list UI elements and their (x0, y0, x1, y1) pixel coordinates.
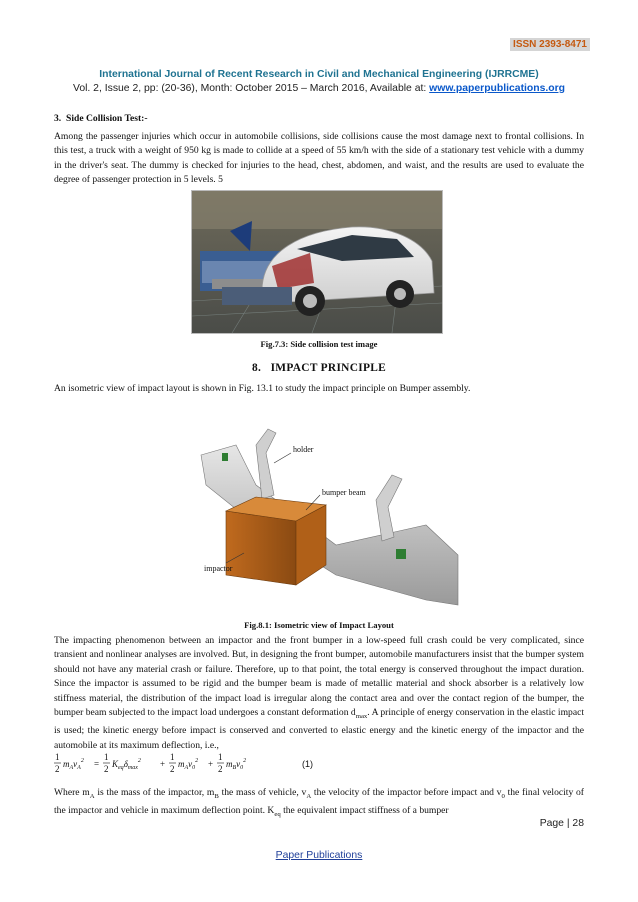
impact-phenomenon-paragraph (54, 634, 584, 753)
journal-url-link[interactable]: www.paperpublications.org (429, 83, 566, 94)
svg-text:mBv02: $m_Bv_0^2$ (226, 758, 247, 771)
p4-t2: is the mass of the impactor, m (94, 787, 215, 798)
bumper-beam-label: bumper beam (322, 488, 366, 497)
p4-s3: A (306, 792, 312, 800)
svg-text:+: + (208, 759, 214, 769)
svg-text:=: = (94, 759, 100, 769)
side-collision-paragraph: Among the passenger injuries which occur in automobile collisions, side collisions cause the most damage next to frontal collisions. In this test, a truck with a weight of 950 kg is made to collide at a speed of 55 km/h with the side of a stationary test vehicle with a dummy in the driver's seat. The dummy is checked for injuries to the head, chest, abdomen, and waist, and the results are used to evaluate the degree of passenger protection in 5 levels. 5 (54, 131, 584, 186)
svg-text:Keqδmax2: $K_{eq}\delta_{max}^2$ (112, 758, 141, 771)
figure-caption-impact-layout: Fig.8.1: Isometric view of Impact Layout (244, 620, 394, 630)
side-collision-photo (192, 191, 442, 333)
volume-text: Vol. 2, Issue 2, pp: (20-36), Month: October 2015 – March 2016, Available at: (72, 83, 430, 94)
journal-header (40, 68, 598, 96)
svg-text:2: 2 (104, 764, 109, 774)
p4-t6: the equivalent impact stiffness of a bumper (280, 805, 449, 817)
impact-layout-drawing (196, 425, 462, 609)
p4-t3: the mass of vehicle, v (218, 787, 307, 798)
section-heading-impact-principle: 8. IMPACT PRINCIPLE (251, 362, 387, 374)
p4-s1: A (89, 792, 95, 800)
variable-definitions-paragraph (54, 786, 584, 823)
svg-text:1: 1 (170, 752, 175, 762)
figure-caption-side-collision: Fig.7.3: Side collision test image (260, 339, 378, 349)
publisher-link[interactable]: Paper Publications (275, 850, 363, 861)
svg-text:1: 1 (55, 752, 60, 762)
p4-t5: the final velocity of the impactor and vehicle in maximum deflection point. K (54, 787, 584, 817)
svg-text:2: 2 (170, 764, 175, 774)
journal-title: International Journal of Recent Research in Civil and Mechanical Engineering (IJRRCME) (99, 69, 539, 80)
equation-graphic (54, 750, 534, 778)
equation-number: (1) (302, 759, 313, 769)
para3-part1: The impacting phenomenon between an impactor and the front bumper in a low-speed full crash could be very complicated, since transient and nonlinear analyses are involved. But, in designing the front bumper, automobile manufacturers insist that the bumper system should not have any material crash or failure. Therefore, up to that point, the total energy is conserved throughout the impact duration. Since the impactor is assumed to be rigid and the bumper beam is made of metallic material and shock absorber is a relatively low stiffness material, the distribution of the impact load is irregular along the contact area and over the contact region of the bumper, the bumper beam subjected to the impact load undergoes a constant deformation d (54, 635, 584, 719)
p4-s4: 0 (501, 792, 505, 800)
section-heading-side-collision: 3. Side Collision Test:- (54, 113, 148, 124)
p4-t1: Where m (54, 787, 90, 798)
side-collision-figure (191, 190, 443, 334)
svg-text:mAv02: $m_Av_0^2$ (178, 758, 199, 771)
volume-line (40, 82, 598, 96)
svg-text:2: 2 (55, 764, 60, 774)
sub-max: max (355, 712, 368, 720)
impact-layout-figure (196, 425, 462, 609)
impactor-label: impactor (204, 564, 233, 573)
p4-t4: the velocity of the impactor before impact and v (311, 787, 502, 798)
p4-s2: B (214, 792, 219, 800)
energy-equation (54, 750, 534, 778)
svg-text:1: 1 (104, 752, 109, 762)
holder-label: holder (293, 445, 314, 454)
para3-part2: . A principle of energy conservation in the elastic impact is used; the kinetic energy before impact is conserved and converted to elastic energy and the kinetic energy of the impactor and the automobile at its maximum deflection, i.e., (54, 707, 585, 751)
p4-s5: eq (274, 811, 281, 819)
svg-text:mAvA2: $m_Av_A^2$ (63, 758, 84, 771)
svg-text:2: 2 (218, 764, 223, 774)
impact-principle-intro: An isometric view of impact layout is shown in Fig. 13.1 to study the impact principle on Bumper assembly. (54, 383, 471, 394)
svg-text:1: 1 (218, 752, 223, 762)
issn-badge: ISSN 2393-8471 (510, 38, 590, 51)
page-number: Page | 28 (539, 818, 584, 829)
svg-text:+: + (160, 759, 166, 769)
